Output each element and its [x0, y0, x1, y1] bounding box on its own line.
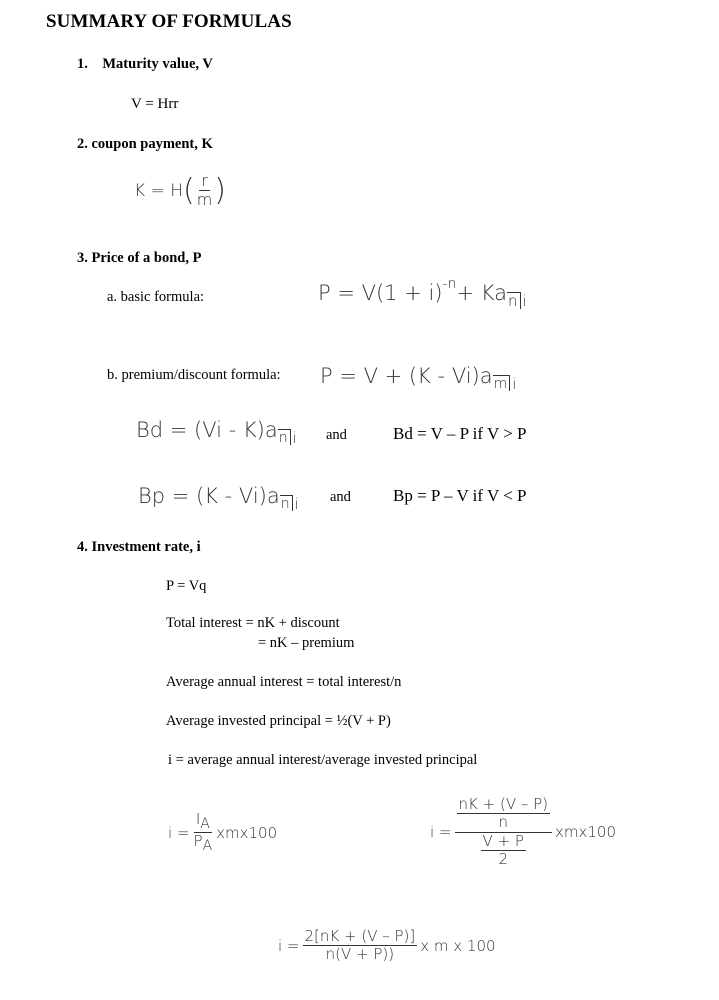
bp-condition: Bp = P – V if V < P	[393, 486, 527, 505]
investment-line-4: Average annual interest = total interest/n	[166, 674, 402, 690]
f1-den: P	[193, 832, 203, 851]
premium-sub-i: i	[512, 375, 517, 393]
investment-line-2: Total interest = nK + discount	[166, 615, 340, 631]
f3-num: 2[nK + (V – P)]	[304, 927, 416, 945]
f1-num: I	[195, 810, 201, 828]
f2-top-den: n	[498, 813, 509, 832]
premium-formula-label: b. premium/discount formula:	[107, 367, 281, 383]
bd-sub-i: i	[292, 429, 297, 447]
f1-den-sub: A	[202, 838, 213, 855]
section-3-heading: 3. Price of a bond, P	[77, 250, 202, 266]
coupon-fraction	[195, 172, 215, 210]
basic-formula-label: a. basic formula:	[107, 289, 205, 305]
f3-fraction	[303, 928, 418, 964]
f2-tail: xmx100	[555, 823, 617, 841]
investment-line-6: i = average annual interest/average invested principal	[168, 752, 478, 768]
investment-line-5: Average invested principal = ½(V + P)	[166, 713, 391, 729]
maturity-formula: V = Hrr	[131, 96, 179, 112]
bp-main: Bp = (K - Vi)a	[138, 484, 280, 508]
f2-bot-num: V + P	[482, 831, 524, 850]
f1-tail: xmx100	[216, 823, 278, 842]
f3-lhs: i =	[278, 936, 300, 955]
and-2: and	[330, 489, 351, 505]
basic-exponent: -n	[442, 276, 457, 292]
coupon-formula: K = H ( $\frac{r}{m}$ )	[134, 171, 227, 210]
f1-lhs: i =	[168, 823, 190, 842]
bd-main: Bd = (Vi - K)a	[136, 418, 278, 442]
and-1: and	[326, 427, 347, 443]
rate-formula-3	[278, 928, 496, 964]
basic-formula	[318, 276, 527, 310]
bd-condition: Bd = V – P if V > P	[393, 424, 527, 443]
premium-main: P = V + (K - Vi)a	[320, 364, 493, 388]
basic-annuity: a	[494, 281, 508, 305]
investment-line-3: = nK – premium	[258, 635, 355, 651]
rate-formula-2	[430, 796, 616, 868]
f2-lhs: i =	[430, 823, 452, 841]
section-1-heading: 1. Maturity value, V	[77, 56, 213, 72]
f2-fraction	[455, 796, 553, 868]
coupon-den: m	[196, 190, 213, 210]
f2-top-num: nK + (V – P)	[458, 795, 549, 813]
f2-bot-den: 2	[498, 849, 509, 868]
bp-formula	[138, 484, 299, 513]
premium-angle-n: m	[493, 375, 511, 391]
basic-angle-n: n	[507, 292, 521, 309]
f3-tail: x m x 100	[420, 936, 496, 955]
coupon-num: r	[201, 171, 208, 190]
bp-angle-n: n	[280, 495, 293, 511]
coupon-lhs: K = H	[134, 180, 183, 201]
bp-sub-i: i	[294, 495, 299, 513]
bd-angle-n: n	[278, 429, 291, 445]
f1-fraction	[192, 811, 215, 854]
basic-main: P = V(1 + i)	[318, 281, 443, 305]
page-title: SUMMARY OF FORMULAS	[46, 11, 292, 32]
section-2-heading: 2. coupon payment, K	[77, 136, 213, 152]
bd-formula	[136, 418, 297, 447]
f3-den: n(V + P))	[325, 945, 395, 964]
basic-sub-i: i	[522, 292, 527, 310]
section-4-heading: 4. Investment rate, i	[77, 539, 201, 555]
basic-plus-k: + K	[456, 281, 495, 305]
investment-line-1: P = Vq	[166, 578, 207, 594]
premium-formula	[320, 364, 517, 393]
f1-num-sub: A	[200, 816, 210, 832]
rate-formula-1	[168, 811, 277, 854]
